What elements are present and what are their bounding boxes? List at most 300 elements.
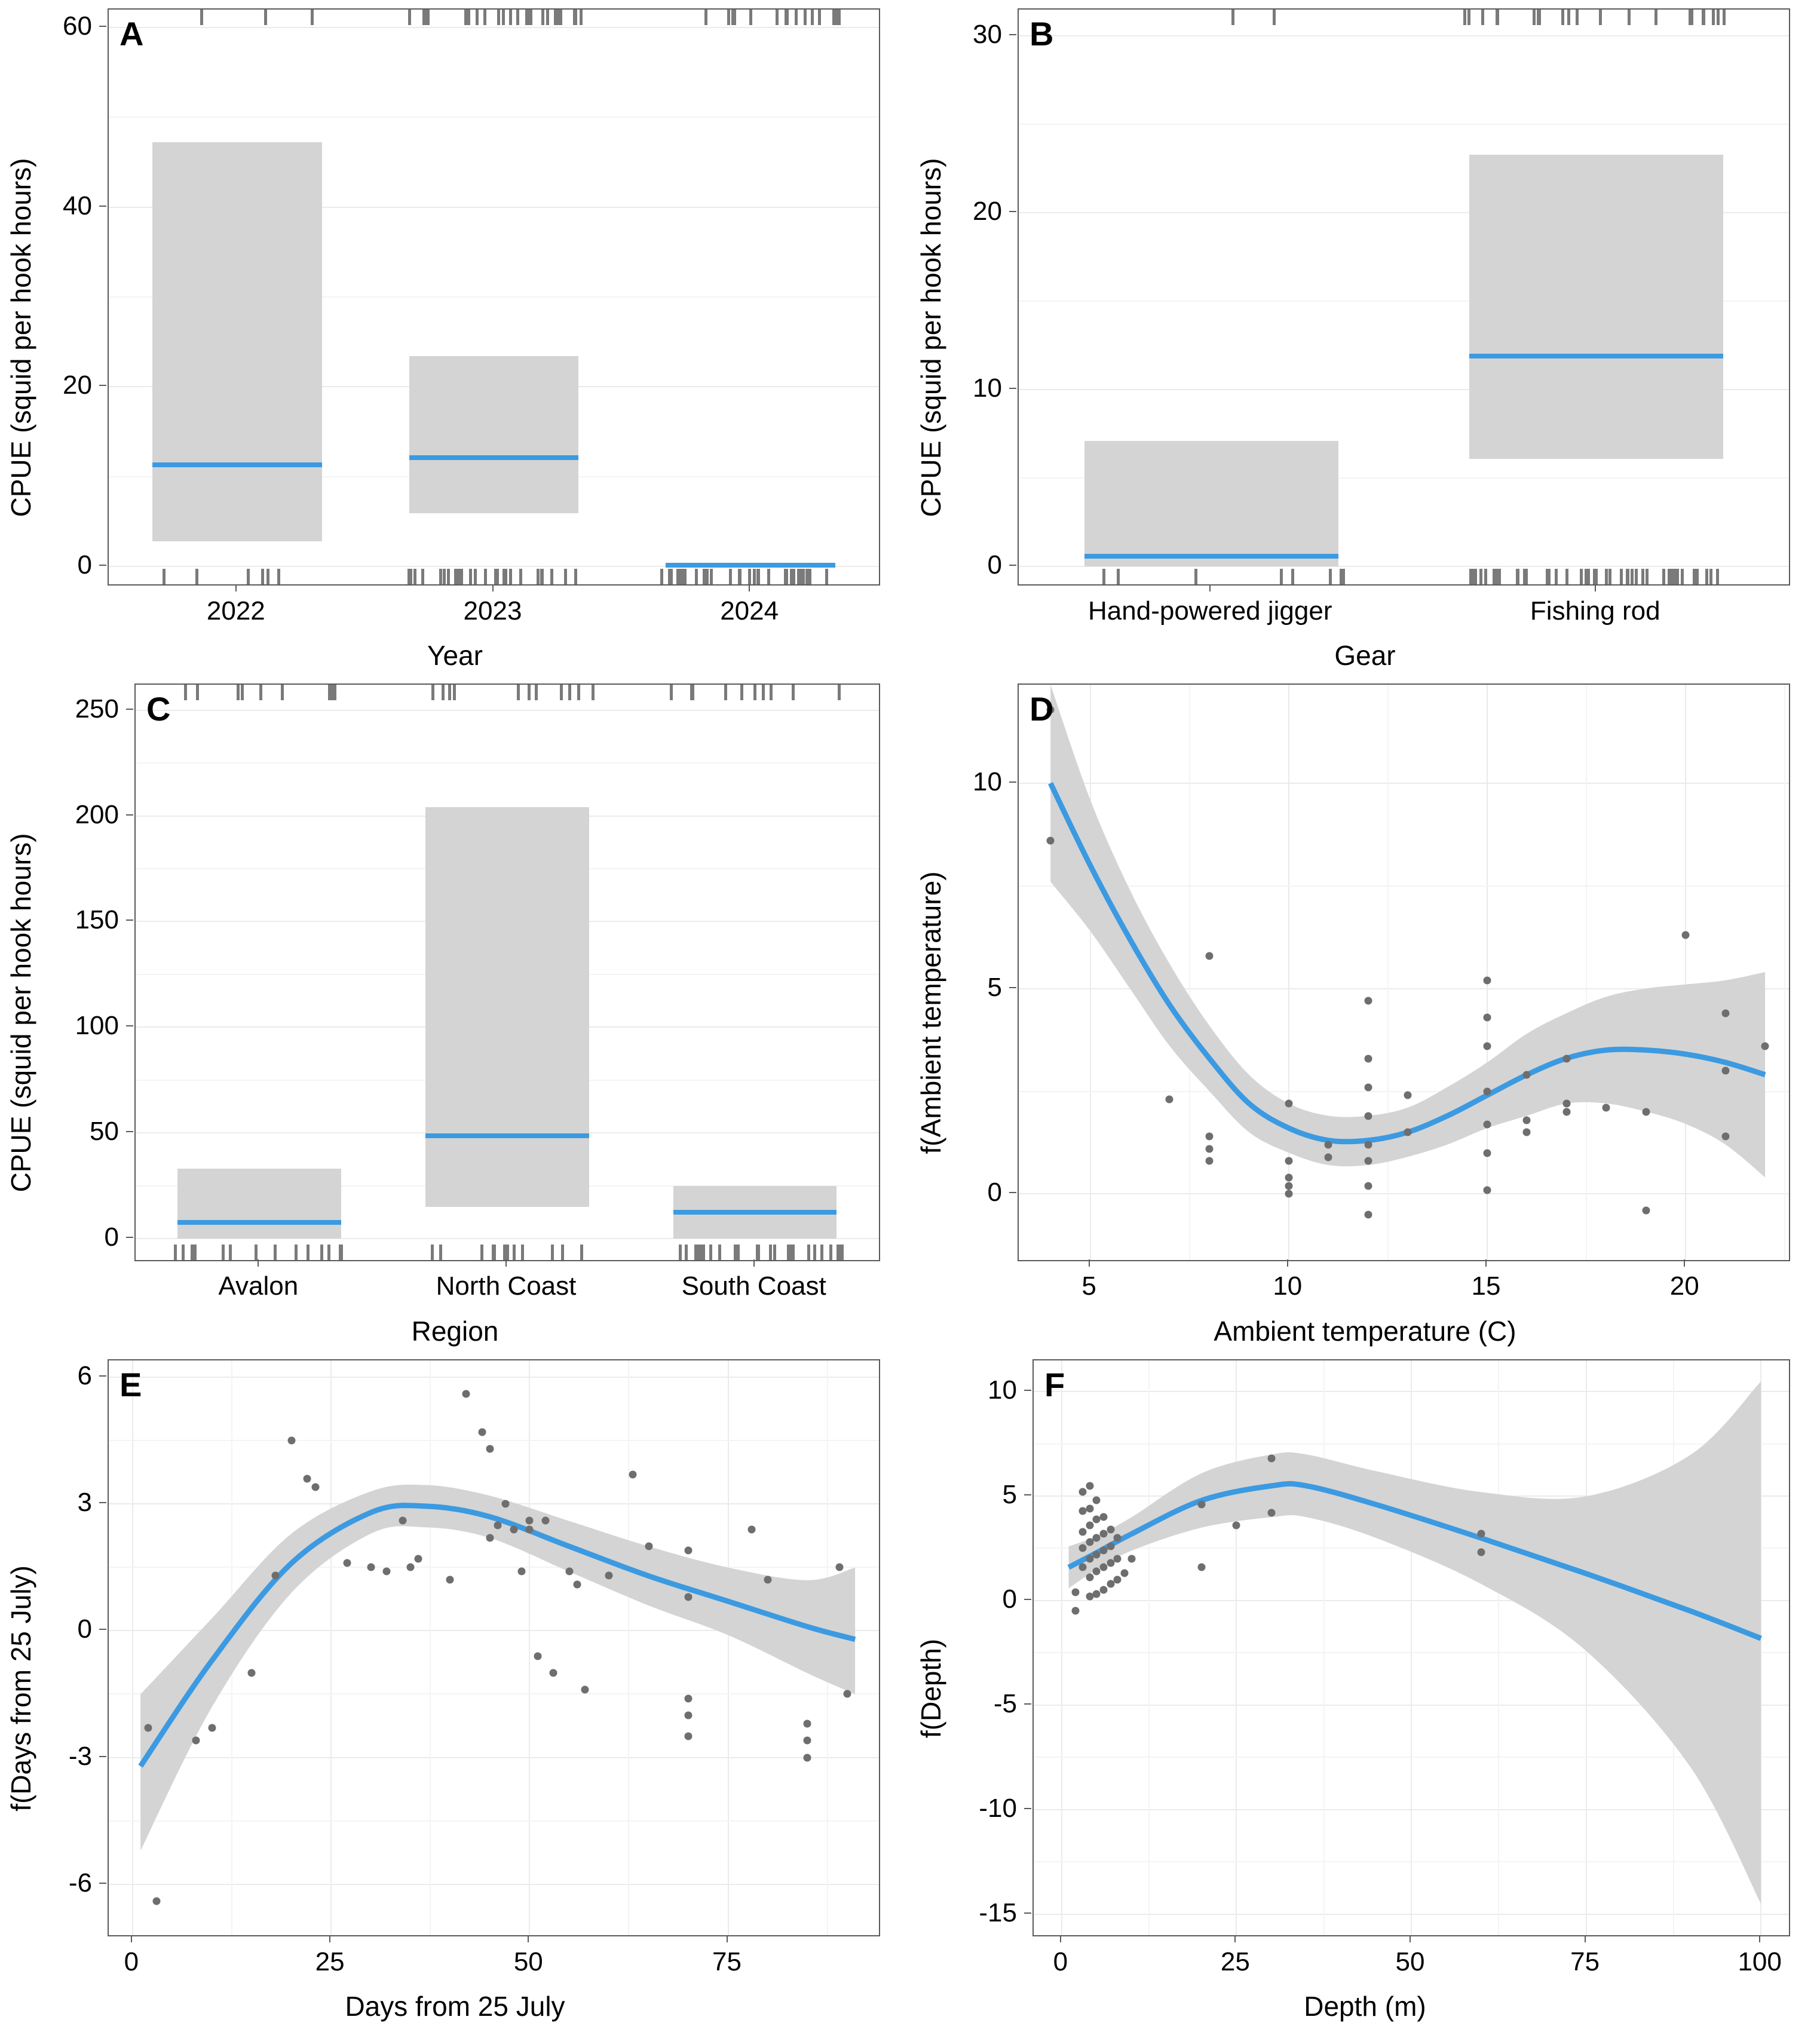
panel-a (0, 0, 910, 675)
y-tick-mark (1009, 1192, 1016, 1193)
data-point (383, 1568, 391, 1576)
data-point (685, 1733, 693, 1740)
fitted-value-line (177, 1220, 341, 1225)
data-point (287, 1437, 295, 1445)
data-point (629, 1470, 637, 1478)
data-point (406, 1564, 414, 1571)
rug-tick (769, 1245, 772, 1260)
rug-tick (546, 10, 549, 25)
rug-tick (770, 685, 773, 700)
data-point (541, 1517, 549, 1525)
panel-c-ylabel: CPUE (squid per hook hours) (5, 833, 36, 1193)
rug-tick (577, 685, 580, 700)
data-point (1114, 1576, 1122, 1583)
data-point (272, 1572, 280, 1580)
rug-tick (196, 685, 199, 700)
y-tick-mark (126, 1025, 133, 1026)
y-tick-label: 150 (75, 905, 119, 935)
rug-tick (681, 569, 684, 584)
confidence-band (177, 1169, 341, 1239)
rug-tick (1493, 569, 1496, 584)
rug-tick (247, 569, 250, 584)
x-tick-mark (329, 1935, 330, 1942)
data-point (1197, 1501, 1205, 1509)
y-tick-label: 20 (63, 370, 92, 400)
data-point (1484, 1186, 1491, 1194)
data-point (1107, 1559, 1114, 1567)
gridline-minor (1019, 124, 1789, 125)
data-point (478, 1428, 486, 1436)
data-point (1086, 1505, 1093, 1513)
panel-f-letter: F (1044, 1365, 1065, 1403)
data-point (1086, 1574, 1093, 1581)
rug-tick (706, 569, 709, 584)
rug-tick (574, 569, 577, 584)
y-tick-label: 50 (90, 1117, 119, 1147)
rug-tick (592, 685, 595, 700)
data-point (1107, 1526, 1114, 1534)
rug-tick (307, 1245, 310, 1260)
rug-tick (738, 569, 741, 584)
data-point (1325, 1153, 1332, 1161)
x-tick-label: 100 (1738, 1947, 1782, 1976)
x-tick-label: 50 (1395, 1947, 1425, 1976)
panel-c-xlabel: Region (411, 1315, 499, 1347)
smooth-curve-layer (109, 1360, 879, 1935)
rug-tick (1595, 569, 1598, 584)
rug-tick (1693, 569, 1696, 584)
data-point (804, 1720, 811, 1727)
data-point (1078, 1544, 1086, 1552)
x-tick-label: 0 (124, 1947, 139, 1976)
rug-tick (813, 1245, 816, 1260)
rug-tick (529, 10, 532, 25)
x-tick-mark (749, 584, 750, 591)
data-point (1086, 1555, 1093, 1562)
data-point (1364, 1157, 1372, 1165)
rug-tick (447, 569, 450, 584)
data-point (502, 1500, 510, 1508)
rug-tick (1516, 569, 1519, 584)
y-tick-label: 3 (77, 1488, 92, 1518)
data-point (152, 1898, 160, 1905)
rug-tick (679, 1245, 682, 1260)
rug-tick (484, 569, 487, 584)
data-point (685, 1694, 693, 1702)
y-tick-label: -10 (979, 1793, 1017, 1823)
y-tick-mark (1024, 1390, 1031, 1391)
data-point (804, 1754, 811, 1761)
data-point (1523, 1071, 1531, 1079)
data-point (1404, 1092, 1412, 1099)
data-point (1285, 1100, 1292, 1108)
rug-tick (841, 1245, 844, 1260)
y-tick-label: 0 (77, 1614, 92, 1644)
rug-tick (820, 1245, 823, 1260)
data-point (526, 1517, 534, 1525)
rug-tick (753, 569, 756, 584)
rug-tick (422, 10, 425, 25)
rug-tick (184, 685, 187, 700)
rug-tick (425, 10, 428, 25)
data-point (1721, 1067, 1729, 1075)
data-point (1364, 1210, 1372, 1218)
rug-tick (229, 1245, 232, 1260)
rug-tick (1626, 569, 1629, 584)
panel-c (0, 675, 910, 1350)
rug-tick (724, 685, 727, 700)
rug-tick (320, 1245, 323, 1260)
data-point (1107, 1580, 1114, 1587)
data-point (343, 1559, 351, 1567)
rug-tick (580, 1245, 583, 1260)
data-point (764, 1576, 771, 1584)
data-point (208, 1724, 216, 1732)
x-tick-mark (528, 1935, 529, 1942)
data-point (1093, 1567, 1101, 1575)
data-point (1078, 1488, 1086, 1496)
y-tick-label: -15 (979, 1898, 1017, 1927)
rug-tick (1674, 569, 1677, 584)
confidence-band (1050, 685, 1765, 1178)
confidence-band (140, 1485, 855, 1851)
fitted-value-line (409, 455, 579, 460)
data-point (1364, 1182, 1372, 1190)
panel-d-letter: D (1030, 690, 1054, 728)
data-point (1114, 1534, 1122, 1542)
data-point (1078, 1528, 1086, 1535)
rug-tick (1635, 569, 1638, 584)
rug-tick (541, 569, 544, 584)
rug-tick (1546, 569, 1549, 584)
rug-tick (503, 569, 505, 584)
x-tick-mark (753, 1259, 755, 1267)
rug-tick (1523, 569, 1526, 584)
y-tick-mark (99, 206, 106, 207)
x-tick-mark (505, 1259, 507, 1267)
data-point (565, 1568, 573, 1576)
x-tick-label: 15 (1471, 1271, 1501, 1301)
y-tick-mark (126, 709, 133, 710)
x-tick-mark (1234, 1935, 1236, 1942)
rug-tick (795, 10, 798, 25)
data-point (192, 1737, 200, 1745)
y-tick-label: 60 (63, 11, 92, 41)
rug-tick (773, 1245, 776, 1260)
rug-tick (259, 685, 262, 700)
data-point (1197, 1563, 1205, 1571)
y-tick-mark (99, 1629, 106, 1630)
y-tick-mark (99, 1756, 106, 1757)
x-tick-label: 20 (1669, 1271, 1699, 1301)
rug-tick (695, 569, 698, 584)
rug-tick (1194, 569, 1197, 584)
rug-tick (1681, 569, 1684, 584)
data-point (415, 1555, 422, 1563)
y-tick-label: 6 (77, 1360, 92, 1390)
data-point (1642, 1206, 1650, 1214)
panel-f (910, 1351, 1820, 2026)
data-point (1114, 1555, 1122, 1562)
data-point (1267, 1455, 1275, 1463)
panel-f-ylabel: f(Depth) (915, 1638, 946, 1738)
rug-tick (483, 10, 486, 25)
y-tick-label: 30 (973, 20, 1002, 50)
x-tick-label: South Coast (681, 1271, 826, 1301)
rug-tick (222, 1245, 225, 1260)
rug-tick (1587, 569, 1590, 584)
rug-tick (1479, 569, 1482, 584)
panel-a-xlabel: Year (427, 640, 483, 672)
y-tick-label: -6 (68, 1868, 92, 1898)
x-tick-label: 50 (513, 1947, 543, 1976)
rug-tick (255, 1245, 258, 1260)
x-tick-mark (258, 1259, 259, 1267)
data-point (518, 1568, 526, 1576)
y-tick-mark (1024, 1494, 1031, 1495)
data-point (1478, 1549, 1485, 1556)
rug-tick (194, 1245, 197, 1260)
rug-tick (702, 1245, 705, 1260)
y-tick-mark (1024, 1912, 1031, 1914)
rug-tick (274, 1245, 277, 1260)
data-point (550, 1669, 557, 1677)
data-point (1404, 1129, 1412, 1136)
panel-d-xlabel: Ambient temperature (C) (1214, 1315, 1516, 1347)
rug-tick (838, 10, 841, 25)
data-point (510, 1525, 517, 1533)
rug-tick (480, 1245, 483, 1260)
data-point (605, 1572, 613, 1580)
rug-tick (660, 569, 663, 584)
y-tick-mark (1009, 211, 1016, 212)
rug-tick (1723, 10, 1726, 25)
rug-tick (559, 10, 562, 25)
rug-tick (1662, 569, 1665, 584)
data-point (1093, 1590, 1101, 1598)
rug-tick (502, 10, 505, 25)
rug-tick (200, 10, 203, 25)
rug-tick (704, 10, 707, 25)
rug-tick (799, 569, 802, 584)
rug-tick (762, 685, 765, 700)
panel-e-letter: E (120, 1365, 142, 1403)
rug-tick (1329, 569, 1332, 584)
panel-b-plot-area (1018, 8, 1790, 586)
y-tick-mark (1024, 1808, 1031, 1809)
rug-tick (749, 10, 752, 25)
rug-tick (509, 10, 512, 25)
data-point (1047, 837, 1055, 845)
rug-tick (469, 569, 472, 584)
x-tick-mark (1209, 584, 1211, 591)
rug-tick (182, 1245, 185, 1260)
data-point (1603, 1104, 1610, 1112)
rug-tick (734, 1245, 737, 1260)
rug-tick (528, 685, 531, 700)
x-tick-mark (727, 1935, 728, 1942)
panel-a-plot-area (108, 8, 880, 586)
rug-tick (517, 685, 520, 700)
panel-c-letter: C (146, 690, 171, 728)
x-tick-label: North Coast (436, 1271, 577, 1301)
rug-tick (1605, 569, 1608, 584)
y-tick-mark (1009, 565, 1016, 566)
panel-f-xlabel: Depth (m) (1304, 1991, 1426, 2022)
confidence-band (1069, 1381, 1761, 1904)
data-point (1523, 1129, 1531, 1136)
y-tick-mark (99, 565, 106, 566)
rug-tick (1620, 569, 1623, 584)
data-point (685, 1593, 693, 1601)
panel-e-plot-area (108, 1359, 880, 1936)
data-point (1285, 1182, 1292, 1190)
rug-tick (497, 10, 500, 25)
rug-tick (818, 10, 821, 25)
data-point (804, 1737, 811, 1745)
data-point (1086, 1482, 1093, 1489)
rug-tick (1561, 10, 1564, 25)
rug-tick (1690, 10, 1693, 25)
rug-tick (1646, 569, 1649, 584)
rug-tick (1102, 569, 1105, 584)
rug-tick (1702, 10, 1705, 25)
panel-e-xlabel: Days from 25 July (345, 1991, 565, 2022)
y-tick-label: 20 (973, 197, 1002, 226)
data-point (1205, 952, 1213, 960)
data-point (248, 1669, 256, 1677)
rug-tick (756, 1245, 759, 1260)
x-tick-mark (235, 584, 237, 591)
y-tick-label: 100 (75, 1011, 119, 1041)
x-tick-label: 25 (1220, 1947, 1250, 1976)
rug-tick (439, 569, 442, 584)
rug-tick (697, 1245, 700, 1260)
rug-tick (408, 10, 411, 25)
rug-tick (574, 10, 577, 25)
x-tick-mark (492, 584, 494, 591)
x-tick-mark (1585, 1935, 1586, 1942)
rug-tick (1291, 569, 1294, 584)
rug-tick (731, 10, 734, 25)
data-point (1478, 1530, 1485, 1538)
y-tick-label: 0 (77, 550, 92, 580)
rug-tick (1496, 10, 1499, 25)
rug-tick (1117, 569, 1120, 584)
data-point (1364, 1141, 1372, 1148)
y-tick-mark (1009, 781, 1016, 783)
rug-tick (506, 1245, 509, 1260)
rug-tick (266, 569, 269, 584)
data-point (1364, 997, 1372, 1005)
rug-tick (413, 569, 416, 584)
fitted-value-line (425, 1133, 589, 1138)
data-point (1093, 1550, 1101, 1558)
rug-tick (1716, 569, 1719, 584)
x-tick-mark (1595, 584, 1596, 591)
data-point (1484, 1043, 1491, 1050)
rug-tick (690, 685, 693, 700)
rug-tick (460, 569, 463, 584)
x-tick-mark (1759, 1935, 1760, 1942)
data-point (462, 1390, 470, 1398)
rug-tick (1474, 569, 1477, 584)
data-point (304, 1475, 311, 1482)
rug-tick (829, 1245, 832, 1260)
rug-tick (792, 1245, 795, 1260)
data-point (1484, 977, 1491, 985)
panel-b-xlabel: Gear (1334, 640, 1396, 672)
data-point (1721, 1010, 1729, 1017)
data-point (1484, 1149, 1491, 1157)
panel-d-ylabel: f(Ambient temperature) (915, 872, 946, 1154)
data-point (1364, 1112, 1372, 1120)
rug-tick (339, 1245, 342, 1260)
y-tick-label: -5 (993, 1688, 1017, 1718)
data-point (1100, 1546, 1108, 1554)
gridline-minor (109, 117, 879, 118)
data-point (1086, 1522, 1093, 1530)
rug-tick (237, 685, 240, 700)
data-point (1127, 1555, 1135, 1562)
data-point (685, 1711, 693, 1719)
confidence-band (425, 807, 589, 1206)
x-tick-mark (1287, 1259, 1288, 1267)
rug-tick (561, 1245, 564, 1260)
rug-tick (718, 1245, 721, 1260)
rug-tick (835, 10, 838, 25)
rug-tick (808, 569, 811, 584)
rug-tick (551, 1245, 554, 1260)
rug-tick (1273, 10, 1276, 25)
x-tick-label: 25 (315, 1947, 345, 1976)
gridline (136, 710, 879, 711)
rug-tick (1280, 569, 1283, 584)
x-tick-mark (1485, 1259, 1487, 1267)
rug-tick (1498, 569, 1501, 584)
data-point (1086, 1538, 1093, 1546)
data-point (526, 1525, 534, 1533)
data-point (1285, 1157, 1292, 1165)
smooth-curve-layer (1019, 685, 1789, 1259)
x-tick-label: Hand-powered jigger (1088, 596, 1332, 626)
rug-tick (1717, 10, 1720, 25)
rug-tick (521, 1245, 524, 1260)
rug-tick (439, 1245, 442, 1260)
smooth-curve-layer (1034, 1360, 1789, 1935)
rug-tick (554, 10, 557, 25)
rug-tick (740, 685, 743, 700)
rug-tick (1484, 569, 1487, 584)
x-tick-label: 75 (1570, 1947, 1600, 1976)
y-tick-mark (99, 1375, 106, 1377)
rug-tick (496, 569, 499, 584)
data-point (1682, 931, 1690, 939)
x-tick-label: Avalon (218, 1271, 299, 1301)
data-point (1562, 1108, 1570, 1115)
rug-tick (1654, 10, 1657, 25)
rug-tick (560, 685, 563, 700)
confidence-band (1469, 155, 1723, 459)
rug-tick (805, 569, 808, 584)
fitted-value-line (673, 1210, 837, 1215)
fitted-value-line (1084, 554, 1338, 559)
rug-tick (776, 10, 779, 25)
fitted-value-line (1469, 354, 1723, 358)
rug-tick (550, 569, 553, 584)
rug-tick (492, 1245, 495, 1260)
x-tick-label: 10 (1273, 1271, 1303, 1301)
